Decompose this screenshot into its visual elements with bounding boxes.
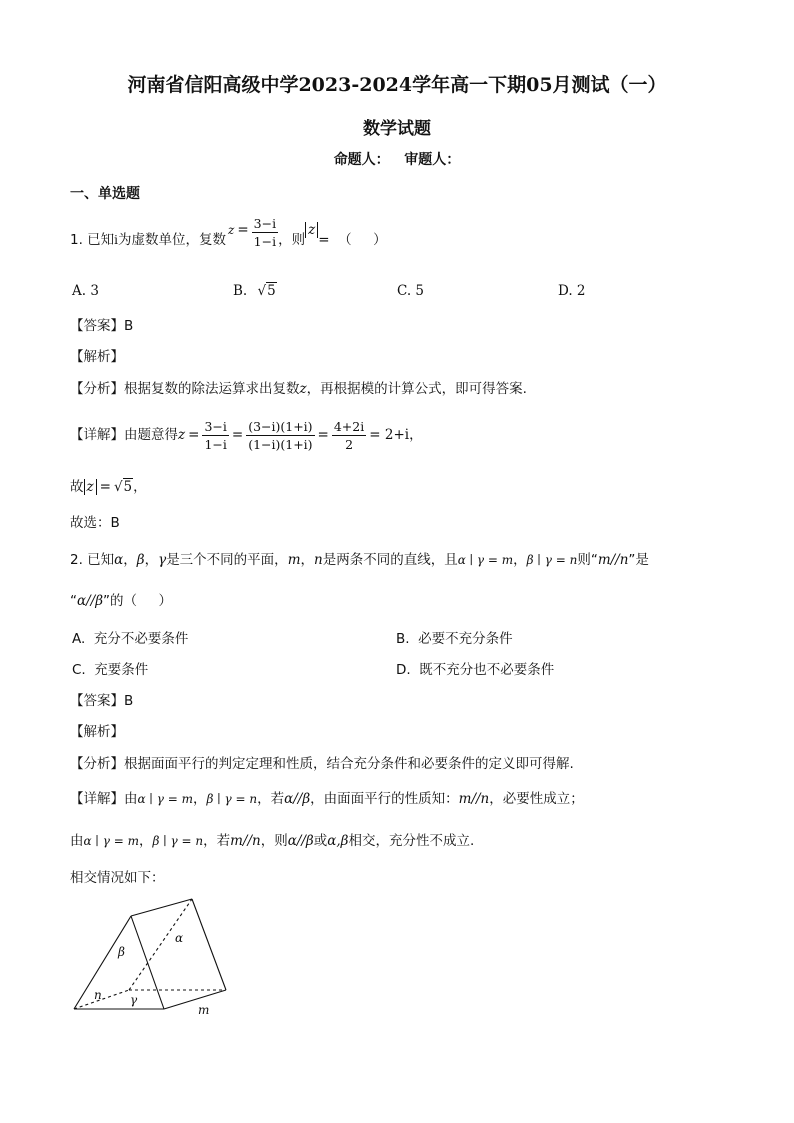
label-gamma: γ <box>130 993 138 1007</box>
q1-f3-num: 4+2i <box>333 418 365 434</box>
q2-line2-b: ”的（ ） <box>103 593 172 609</box>
q2-n: n <box>314 552 323 568</box>
q1-option-c: C. 5 <box>397 283 425 299</box>
q2-gamma: γ <box>158 552 167 568</box>
q1-fenxi-text: 【分析】根据复数的除法运算求出复数 <box>70 381 300 397</box>
q2-line2-ab: α//β <box>287 833 314 849</box>
q2-line2-or: 或 <box>313 833 328 849</box>
q1-fenxi <box>70 379 527 399</box>
q2-mn: m//n <box>597 552 629 568</box>
q1-stem <box>70 215 387 262</box>
q2-sep3: ， <box>300 552 314 568</box>
label-n: n <box>94 988 102 1002</box>
q2-line2-a: “ <box>70 593 77 609</box>
q2-line2-mid2: ，则 <box>260 833 288 849</box>
q2-detail-line1 <box>70 789 584 809</box>
q1-z: z <box>228 223 235 237</box>
q1-detail <box>70 412 423 458</box>
q2-figure-caption: 相交情况如下： <box>70 870 165 886</box>
q2-line2-sep: ， <box>138 833 153 849</box>
q1-fenxi-z: z <box>299 381 307 397</box>
q2-cond2: β ∣ γ = n <box>526 553 578 567</box>
q1-detail-frac2 <box>246 418 314 453</box>
q1-option-b <box>233 281 277 301</box>
q2-alpha: α <box>114 552 124 568</box>
q2-detail-mn: m//n <box>458 791 490 807</box>
q2-detail-cond2: β ∣ γ = n <box>206 792 258 806</box>
label-m: m <box>198 1003 210 1017</box>
q1-option-b-label: B. <box>233 283 248 299</box>
authors-line: 命题人： 审题人： <box>333 152 461 168</box>
q1-so-eq: = <box>99 479 111 495</box>
q2-line2-mn: m//n <box>230 833 261 849</box>
edge-top <box>131 899 192 916</box>
q2-stem-e: ”是 <box>628 552 649 568</box>
q1-so-abs-z: z <box>84 479 97 495</box>
q1-frac-den: 1−i <box>253 233 277 249</box>
q2-line2-cond2: β ∣ γ = n <box>152 834 204 848</box>
edge-left-front <box>74 916 131 1009</box>
q2-line2-cond1: α ∣ γ = m <box>83 834 139 848</box>
q2-line2-mid1: ，若 <box>203 833 231 849</box>
q1-abs-z: z <box>305 222 318 238</box>
q1-option-b-radicand: 5 <box>267 283 276 299</box>
q1-detail-eq1: = <box>188 427 200 443</box>
q2-analysis-heading: 【解析】 <box>70 724 124 740</box>
q1-detail-result: = 2+i， <box>369 427 423 443</box>
q1-detail-eq2: = <box>231 427 244 443</box>
q2-detail-label: 【详解】由 <box>70 791 138 807</box>
q2-fenxi: 【分析】根据面面平行的判定定理和性质，结合充分条件和必要条件的定义即可得解. <box>70 756 574 772</box>
q1-stem-end: = （ ） <box>318 232 387 248</box>
q1-option-b-sqrt: √5 <box>257 283 276 299</box>
q1-option-a: A. 3 <box>72 283 99 299</box>
q1-so <box>70 477 147 497</box>
q1-so-prefix: 故 <box>70 479 84 495</box>
q1-answer: 【答案】B <box>70 318 134 334</box>
q2-stem-c: 是两条不同的直线，且 <box>322 552 458 568</box>
q2-stem-a: 2. 已知 <box>70 552 115 568</box>
q1-stem-prefix: 1. 已知 <box>70 232 115 248</box>
q1-analysis-heading: 【解析】 <box>70 349 124 365</box>
label-beta: β <box>118 945 125 959</box>
q1-choose: 故选：B <box>70 515 120 531</box>
q2-beta: β <box>136 552 145 568</box>
q2-detail-cond1: α ∣ γ = m <box>137 792 193 806</box>
q1-so-sqrt: √5 <box>113 479 133 495</box>
q2-line2-end: 相交，充分性不成立. <box>348 833 475 849</box>
q1-stem-then: ，则 <box>278 232 306 248</box>
q1-detail-frac1 <box>202 418 228 453</box>
q2-ab: α//β <box>77 593 104 609</box>
q1-f3-den: 2 <box>345 436 354 452</box>
q1-f2-den: (1−i)(1+i) <box>248 436 313 452</box>
page-title: 河南省信阳高级中学2023-2024学年高一下期05月测试（一） <box>127 74 667 96</box>
q1-so-end: ， <box>133 479 147 495</box>
q1-f1-den: 1−i <box>204 436 227 452</box>
q2-detail-sep: ， <box>192 791 207 807</box>
q2-option-c: C. 充要条件 <box>72 662 149 678</box>
q2-stem-b: 是三个不同的平面， <box>166 552 288 568</box>
q2-m: m <box>287 552 301 568</box>
prism-figure <box>64 892 234 1020</box>
q1-detail-label: 【详解】由题意得 <box>70 427 178 443</box>
q1-detail-eq3: = <box>317 427 329 443</box>
q1-eq: = <box>237 222 249 238</box>
q2-sep4: ， <box>513 552 527 568</box>
q1-stem-mid: 为虚数单位，复数 <box>118 232 227 248</box>
q2-stem-line2 <box>70 591 172 611</box>
q2-option-b: B. 必要不充分条件 <box>396 631 513 647</box>
edge-bottom-right <box>164 990 226 1009</box>
edge-right-back <box>192 899 226 990</box>
label-alpha: α <box>175 931 184 945</box>
q2-option-a: A. 充分不必要条件 <box>72 631 189 647</box>
q2-detail-line2 <box>70 831 474 851</box>
subject-title: 数学试题 <box>363 119 431 139</box>
q1-so-radicand: 5 <box>123 479 133 495</box>
q2-detail-mid1: ，若 <box>257 791 285 807</box>
q2-detail-ab: α//β <box>284 791 311 807</box>
q2-option-d: D. 既不充分也不必要条件 <box>396 662 555 678</box>
q1-f1-num: 3−i <box>204 418 227 434</box>
q1-detail-z: z <box>178 427 186 443</box>
q1-frac-num: 3−i <box>253 215 277 231</box>
q2-detail-end: ，必要性成立； <box>489 791 584 807</box>
q2-sep1: ， <box>123 552 137 568</box>
q1-fenxi-end: ，再根据模的计算公式，即可得答案. <box>306 381 527 397</box>
q1-f2-num: (3−i)(1+i) <box>248 418 313 434</box>
q2-line2-prefix: 由 <box>70 833 84 849</box>
q1-fraction <box>252 215 278 250</box>
q2-stem-line1 <box>70 550 649 570</box>
q2-answer: 【答案】B <box>70 693 134 709</box>
q1-i-symbol: i <box>114 233 119 247</box>
q2-line2-ab2: α,β <box>327 833 349 849</box>
section-heading: 一、单选题 <box>70 186 140 202</box>
q2-sep2: ， <box>144 552 159 568</box>
q2-detail-mid2: ，由面面平行的性质知： <box>310 791 459 807</box>
q2-cond1: α ∣ γ = m <box>457 553 514 567</box>
q1-option-d: D. 2 <box>558 283 586 299</box>
q2-stem-d: 则“ <box>577 552 598 568</box>
q1-detail-frac3 <box>332 418 366 453</box>
